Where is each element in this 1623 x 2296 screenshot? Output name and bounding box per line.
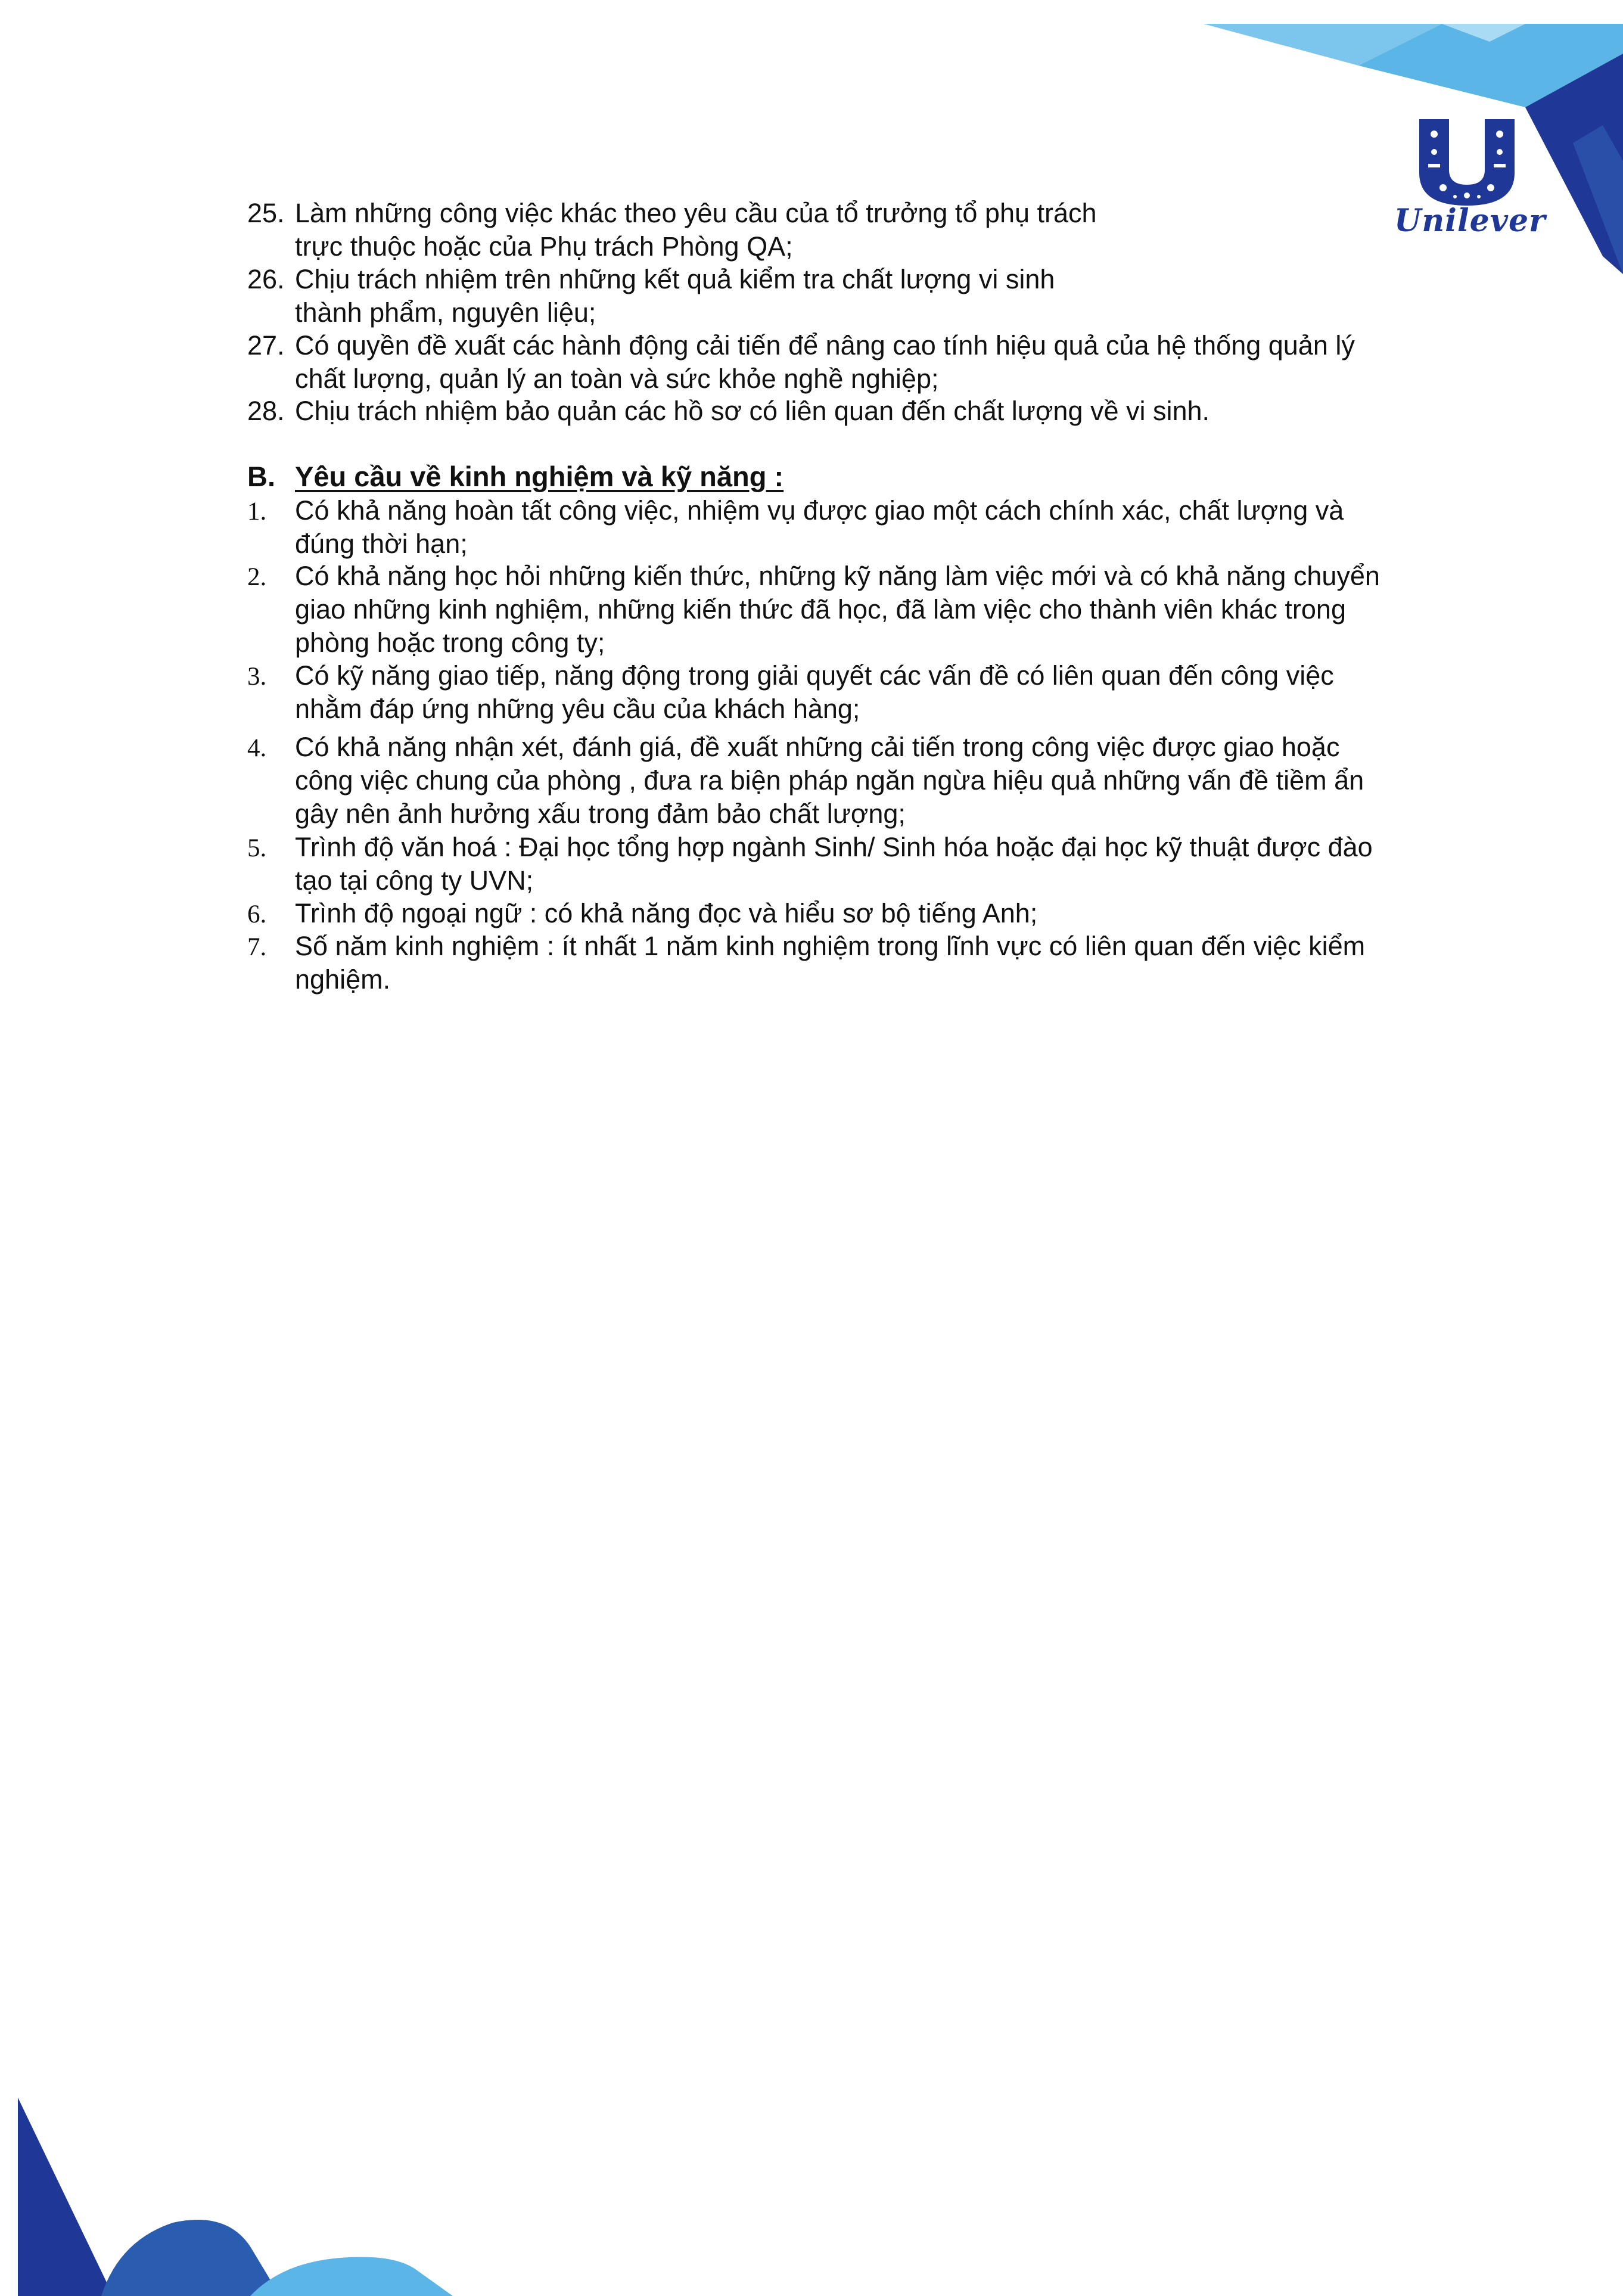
item-number: 3. [247, 663, 267, 691]
item-text-line: thành phẩm, nguyên liệu; [295, 297, 596, 328]
item-text-line: Làm những công việc khác theo yêu cầu của tổ trưởng tổ phụ trách [295, 198, 1097, 228]
item-number: 26. [247, 264, 285, 294]
item-text-line: công việc chung của phòng , đưa ra biện pháp ngăn ngừa hiệu quả những vấn đề tiềm ẩn [295, 765, 1364, 796]
item-text-line: Có khả năng hoàn tất công việc, nhiệm vụ được giao một cách chính xác, chất lượng và [295, 495, 1344, 526]
item-number: 6. [247, 900, 267, 928]
item-text-line: nghiệm. [295, 964, 391, 995]
unilever-logo [1394, 113, 1546, 250]
corner-decoration-bottom-left [0, 2080, 489, 2296]
item-number: 7. [247, 933, 267, 961]
logo-wordmark: Unilever [1394, 203, 1546, 239]
item-text-line: tạo tại công ty UVN; [295, 865, 534, 896]
item-text-line: Có kỹ năng giao tiếp, năng động trong giải quyết các vấn đề có liên quan đến công việc [295, 660, 1334, 691]
item-text-line: Trình độ văn hoá : Đại học tổng hợp ngành Sinh/ Sinh hóa hoặc đại học kỹ thuật được đào [295, 832, 1373, 862]
section-title: Yêu cầu về kinh nghiệm và kỹ năng : [295, 461, 784, 492]
item-text-line: chất lượng, quản lý an toàn và sức khỏe nghề nghiệp; [295, 363, 939, 394]
item-number: 27. [247, 330, 285, 361]
unilever-u-mark-icon [1407, 113, 1526, 209]
item-number: 1. [247, 498, 267, 526]
section-b-heading [247, 460, 784, 493]
item-text-line: Có khả năng học hỏi những kiến thức, những kỹ năng làm việc mới và có khả năng chuyển [295, 561, 1380, 591]
item-text-line: Trình độ ngoại ngữ : có khả năng đọc và hiểu sơ bộ tiếng Anh; [295, 898, 1038, 928]
item-number: 4. [247, 734, 267, 762]
item-number: 5. [247, 834, 267, 862]
item-text-line: gây nên ảnh hưởng xấu trong đảm bảo chất lượng; [295, 799, 906, 829]
item-text-line: Có quyền đề xuất các hành động cải tiến để nâng cao tính hiệu quả của hệ thống quản lý [295, 330, 1355, 361]
item-text-line: Chịu trách nhiệm bảo quản các hồ sơ có liên quan đến chất lượng về vi sinh. [295, 396, 1210, 426]
item-number: 25. [247, 198, 285, 228]
section-letter: B. [247, 461, 275, 492]
item-text-line: Chịu trách nhiệm trên những kết quả kiểm tra chất lượng vi sinh [295, 264, 1055, 294]
item-text-line: Có khả năng nhận xét, đánh giá, đề xuất những cải tiến trong công việc được giao hoặc [295, 732, 1340, 762]
item-text-line: giao những kinh nghiệm, những kiến thức đã học, đã làm việc cho thành viên khác trong [295, 594, 1346, 625]
item-text-line: Số năm kinh nghiệm : ít nhất 1 năm kinh nghiệm trong lĩnh vực có liên quan đến việc kiểm [295, 931, 1366, 961]
item-number: 2. [247, 563, 267, 591]
item-text-line: trực thuộc hoặc của Phụ trách Phòng QA; [295, 231, 793, 262]
item-text-line: phòng hoặc trong công ty; [295, 627, 605, 658]
item-text-line: nhằm đáp ứng những yêu cầu của khách hàng; [295, 694, 860, 724]
item-number: 28. [247, 396, 285, 426]
item-text-line: đúng thời hạn; [295, 529, 468, 559]
